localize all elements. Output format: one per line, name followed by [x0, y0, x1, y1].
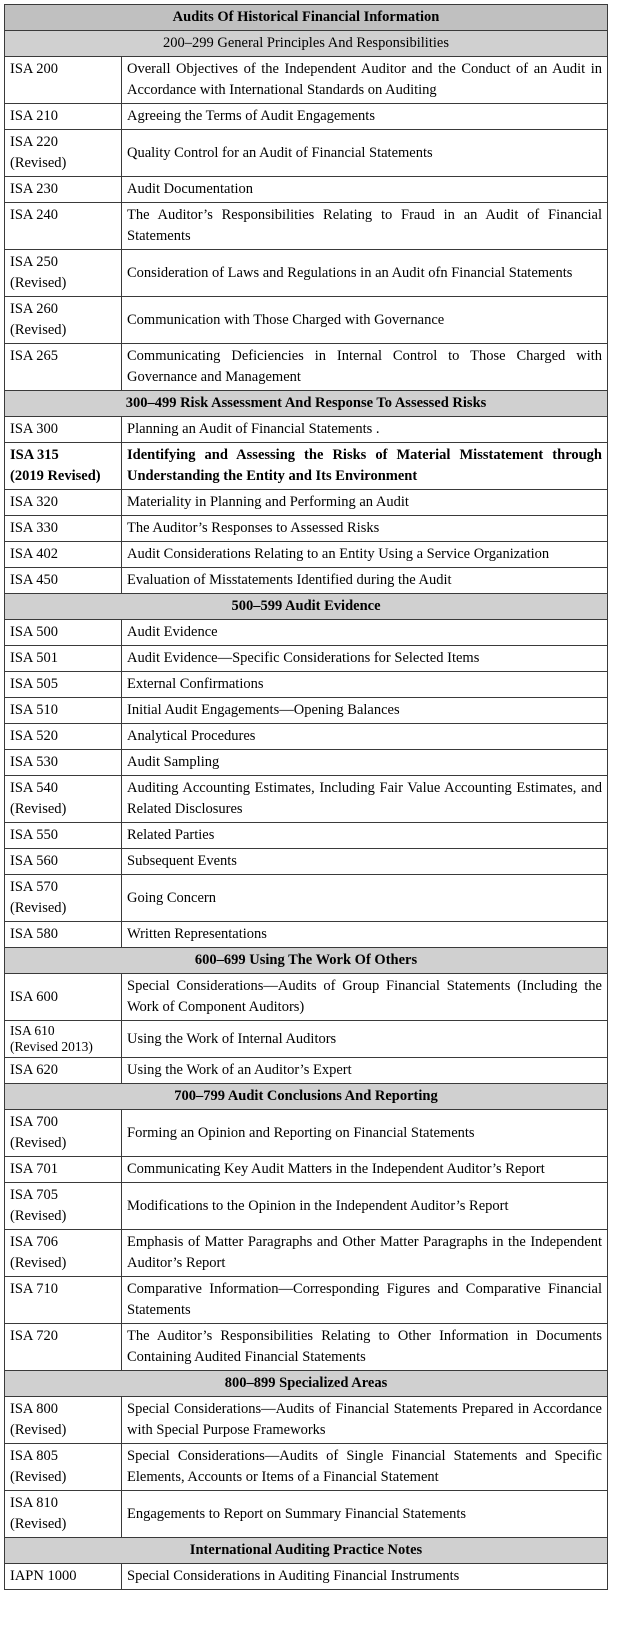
code-number: ISA 501	[10, 650, 58, 666]
code-qualifier: (Revised)	[10, 275, 67, 291]
code-number: ISA 701	[10, 1161, 58, 1177]
standard-code	[5, 823, 122, 849]
standard-title: Engagements to Report on Summary Financial Statements	[122, 1491, 608, 1538]
table-row	[5, 1444, 608, 1491]
standard-title: Evaluation of Misstatements Identified during the Audit	[122, 568, 608, 594]
table-row	[5, 922, 608, 948]
standard-code	[5, 443, 122, 490]
standard-title: Auditing Accounting Estimates, Including Fair Value Accounting Estimates, and Related Disclosures	[122, 776, 608, 823]
table-row	[5, 417, 608, 443]
section-header-row	[5, 1084, 608, 1110]
standard-code	[5, 750, 122, 776]
standard-title: Subsequent Events	[122, 849, 608, 875]
table-row	[5, 1058, 608, 1084]
standard-code	[5, 203, 122, 250]
standard-title: Communication with Those Charged with Governance	[122, 297, 608, 344]
code-qualifier: (Revised)	[10, 801, 67, 817]
table-row	[5, 1230, 608, 1277]
standard-code	[5, 776, 122, 823]
section-header-row	[5, 1538, 608, 1564]
section-header-row	[5, 391, 608, 417]
code-number: ISA 580	[10, 926, 58, 942]
standard-title: Overall Objectives of the Independent Auditor and the Conduct of an Audit in Accordance with International Standards on Auditing	[122, 57, 608, 104]
standard-code	[5, 130, 122, 177]
standard-title: Special Considerations—Audits of Single Financial Statements and Specific Elements, Accounts or Items of a Financial Statement	[122, 1444, 608, 1491]
standard-code	[5, 672, 122, 698]
code-number: ISA 265	[10, 348, 58, 364]
table-row	[5, 776, 608, 823]
standard-title: Using the Work of Internal Auditors	[122, 1021, 608, 1058]
table-row	[5, 130, 608, 177]
table-row	[5, 849, 608, 875]
standard-code	[5, 1444, 122, 1491]
table-row	[5, 1277, 608, 1324]
standard-code	[5, 849, 122, 875]
code-number: ISA 700	[10, 1114, 58, 1130]
code-number: ISA 550	[10, 827, 58, 843]
standard-title: Audit Evidence	[122, 620, 608, 646]
code-number: ISA 706	[10, 1234, 58, 1250]
table-row	[5, 344, 608, 391]
code-qualifier: (2019 Revised)	[10, 468, 101, 484]
standard-title: Forming an Opinion and Reporting on Financial Statements	[122, 1110, 608, 1157]
code-number: ISA 300	[10, 421, 58, 437]
standard-title: The Auditor’s Responsibilities Relating to Other Information in Documents Containing Audited Financial Statements	[122, 1324, 608, 1371]
section-header-row	[5, 948, 608, 974]
standard-title: Materiality in Planning and Performing an Audit	[122, 490, 608, 516]
standard-code	[5, 1491, 122, 1538]
code-number: ISA 720	[10, 1328, 58, 1344]
code-qualifier: (Revised)	[10, 1516, 67, 1532]
standard-code	[5, 104, 122, 130]
standard-code	[5, 177, 122, 203]
code-number: ISA 620	[10, 1062, 58, 1078]
standard-code	[5, 1021, 122, 1058]
standard-code	[5, 542, 122, 568]
section-heading: 700–799 Audit Conclusions And Reporting	[5, 1084, 608, 1110]
section-heading: 300–499 Risk Assessment And Response To Assessed Risks	[5, 391, 608, 417]
table-row	[5, 516, 608, 542]
table-row	[5, 542, 608, 568]
code-qualifier: (Revised)	[10, 155, 67, 171]
standard-code	[5, 620, 122, 646]
code-number: ISA 210	[10, 108, 58, 124]
table-row	[5, 724, 608, 750]
standard-code	[5, 1397, 122, 1444]
standard-title: The Auditor’s Responses to Assessed Risks	[122, 516, 608, 542]
code-number: ISA 450	[10, 572, 58, 588]
code-number: IAPN 1000	[10, 1568, 77, 1584]
standard-title: The Auditor’s Responsibilities Relating to Fraud in an Audit of Financial Statements	[122, 203, 608, 250]
table-title: Audits Of Historical Financial Information	[5, 5, 608, 31]
standard-title: Communicating Key Audit Matters in the Independent Auditor’s Report	[122, 1157, 608, 1183]
table-row	[5, 443, 608, 490]
table-row	[5, 672, 608, 698]
code-number: ISA 260	[10, 301, 58, 317]
table-row	[5, 620, 608, 646]
standard-title: Planning an Audit of Financial Statements .	[122, 417, 608, 443]
code-number: ISA 330	[10, 520, 58, 536]
standard-title: External Confirmations	[122, 672, 608, 698]
standard-title: Special Considerations in Auditing Financial Instruments	[122, 1564, 608, 1590]
standard-title: Initial Audit Engagements—Opening Balances	[122, 698, 608, 724]
standards-table	[4, 4, 608, 1590]
code-number: ISA 200	[10, 61, 58, 77]
standard-code	[5, 922, 122, 948]
standard-title: Agreeing the Terms of Audit Engagements	[122, 104, 608, 130]
code-qualifier: (Revised)	[10, 1208, 67, 1224]
table-row	[5, 177, 608, 203]
table-row	[5, 646, 608, 672]
table-row	[5, 104, 608, 130]
table-row	[5, 490, 608, 516]
standard-title: Analytical Procedures	[122, 724, 608, 750]
standard-code	[5, 57, 122, 104]
table-row	[5, 974, 608, 1021]
standard-title: Consideration of Laws and Regulations in an Audit ofn Financial Statements	[122, 250, 608, 297]
table-row	[5, 250, 608, 297]
table-row	[5, 568, 608, 594]
code-number: ISA 402	[10, 546, 58, 562]
standard-title: Emphasis of Matter Paragraphs and Other Matter Paragraphs in the Independent Auditor’s Report	[122, 1230, 608, 1277]
code-number: ISA 610	[10, 1023, 55, 1038]
section-heading: 600–699 Using The Work Of Others	[5, 948, 608, 974]
table-row	[5, 1110, 608, 1157]
section-header-row	[5, 594, 608, 620]
code-number: ISA 250	[10, 254, 58, 270]
table-body	[5, 31, 608, 1590]
standard-code	[5, 1564, 122, 1590]
table-row	[5, 698, 608, 724]
standard-code	[5, 1324, 122, 1371]
standard-code	[5, 490, 122, 516]
code-number: ISA 510	[10, 702, 58, 718]
standard-title: Quality Control for an Audit of Financial Statements	[122, 130, 608, 177]
standard-title: Special Considerations—Audits of Financial Statements Prepared in Accordance with Special Purpose Frameworks	[122, 1397, 608, 1444]
standard-title: Modifications to the Opinion in the Independent Auditor’s Report	[122, 1183, 608, 1230]
code-number: ISA 600	[10, 988, 58, 1005]
standard-code	[5, 250, 122, 297]
standard-code	[5, 1183, 122, 1230]
section-header-row	[5, 1371, 608, 1397]
table-row	[5, 1021, 608, 1058]
standard-code	[5, 974, 122, 1021]
section-heading: 200–299 General Principles And Responsibilities	[5, 31, 608, 57]
code-number: ISA 530	[10, 754, 58, 770]
code-number: ISA 320	[10, 494, 58, 510]
standard-title: Special Considerations—Audits of Group Financial Statements (Including the Work of Component Auditors)	[122, 974, 608, 1021]
standard-code	[5, 1110, 122, 1157]
code-qualifier: (Revised 2013)	[10, 1039, 93, 1054]
table-row	[5, 823, 608, 849]
table-row	[5, 1564, 608, 1590]
code-qualifier: (Revised)	[10, 1135, 67, 1151]
table-row	[5, 297, 608, 344]
code-number: ISA 805	[10, 1448, 58, 1464]
table-row	[5, 1183, 608, 1230]
code-number: ISA 505	[10, 676, 58, 692]
code-qualifier: (Revised)	[10, 322, 67, 338]
code-qualifier: (Revised)	[10, 1422, 67, 1438]
standard-code	[5, 1230, 122, 1277]
table-row	[5, 1324, 608, 1371]
table-row	[5, 750, 608, 776]
standard-title: Audit Considerations Relating to an Entity Using a Service Organization	[122, 542, 608, 568]
table-row	[5, 203, 608, 250]
table-row	[5, 875, 608, 922]
table-row	[5, 57, 608, 104]
standard-title: Audit Sampling	[122, 750, 608, 776]
table-row	[5, 1157, 608, 1183]
table-title-row	[5, 5, 608, 31]
standard-code	[5, 1277, 122, 1324]
code-number: ISA 710	[10, 1281, 58, 1297]
standard-title: Written Representations	[122, 922, 608, 948]
code-number: ISA 240	[10, 207, 58, 223]
section-heading: 500–599 Audit Evidence	[5, 594, 608, 620]
code-number: ISA 800	[10, 1401, 58, 1417]
code-qualifier: (Revised)	[10, 900, 67, 916]
section-header-row	[5, 31, 608, 57]
standard-code	[5, 646, 122, 672]
standard-title: Audit Documentation	[122, 177, 608, 203]
code-number: ISA 810	[10, 1495, 58, 1511]
code-number: ISA 220	[10, 134, 58, 150]
code-number: ISA 520	[10, 728, 58, 744]
section-heading: International Auditing Practice Notes	[5, 1538, 608, 1564]
table-row	[5, 1491, 608, 1538]
standard-title: Using the Work of an Auditor’s Expert	[122, 1058, 608, 1084]
code-qualifier: (Revised)	[10, 1255, 67, 1271]
section-heading: 800–899 Specialized Areas	[5, 1371, 608, 1397]
standard-title: Audit Evidence—Specific Considerations for Selected Items	[122, 646, 608, 672]
standard-code	[5, 698, 122, 724]
code-number: ISA 705	[10, 1187, 58, 1203]
code-number: ISA 570	[10, 879, 58, 895]
code-qualifier: (Revised)	[10, 1469, 67, 1485]
standard-code	[5, 1157, 122, 1183]
standard-title: Identifying and Assessing the Risks of Material Misstatement through Understanding the Entity and Its Environment	[122, 443, 608, 490]
standard-code	[5, 516, 122, 542]
standard-code	[5, 724, 122, 750]
code-number: ISA 540	[10, 780, 58, 796]
standard-code	[5, 417, 122, 443]
table-row	[5, 1397, 608, 1444]
standard-code	[5, 297, 122, 344]
code-number: ISA 560	[10, 853, 58, 869]
standard-title: Comparative Information—Corresponding Figures and Comparative Financial Statements	[122, 1277, 608, 1324]
standard-title: Related Parties	[122, 823, 608, 849]
code-number: ISA 230	[10, 181, 58, 197]
standard-code	[5, 875, 122, 922]
standard-title: Communicating Deficiencies in Internal Control to Those Charged with Governance and Management	[122, 344, 608, 391]
standard-code	[5, 568, 122, 594]
code-number: ISA 315	[10, 447, 59, 463]
standard-code	[5, 344, 122, 391]
standard-title: Going Concern	[122, 875, 608, 922]
standard-code	[5, 1058, 122, 1084]
code-number: ISA 500	[10, 624, 58, 640]
